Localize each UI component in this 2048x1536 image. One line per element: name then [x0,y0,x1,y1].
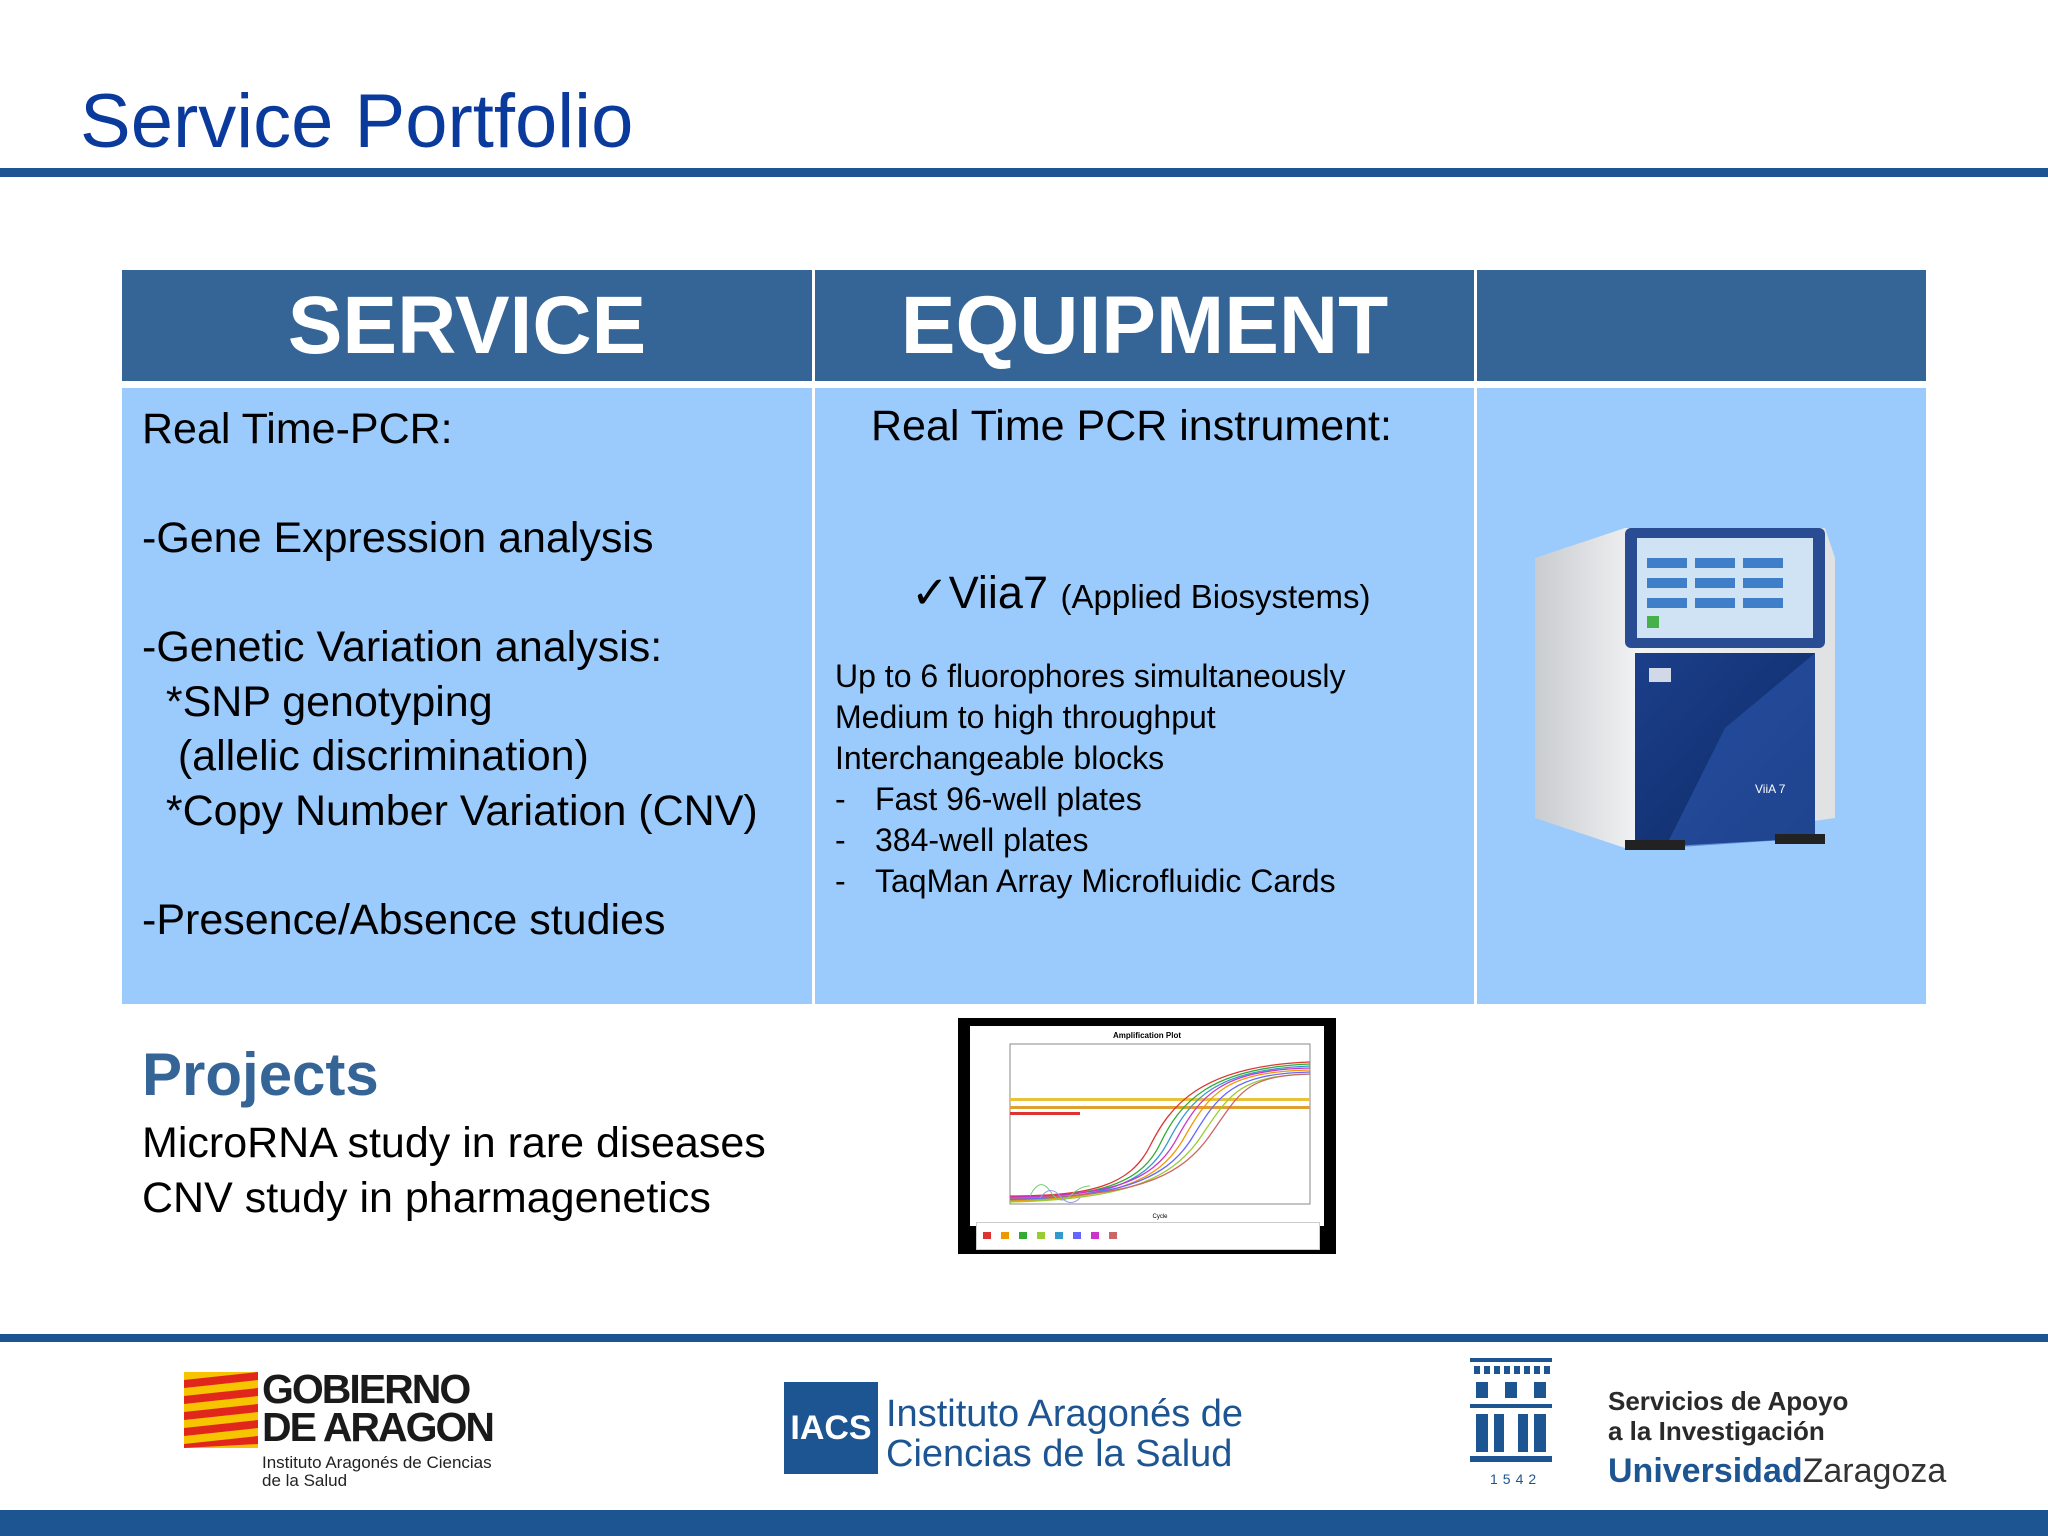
feature-item: Medium to high throughput [835,699,1216,735]
plot-svg [970,1026,1324,1226]
iacs-box: IACS [784,1382,878,1474]
block-label: TaqMan Array Microfluidic Cards [875,863,1336,899]
dash-bullet: - [835,781,846,817]
uz-line1: Servicios de Apoyo [1608,1386,1849,1416]
amplification-plot-image [958,1018,1336,1254]
footer-divider [0,1334,2048,1342]
gobierno-subtitle: Instituto Aragonés de Ciencias de la Salud [262,1453,492,1490]
iacs-line1: Instituto Aragonés de [886,1393,1244,1435]
uz-line2: a la Investigación [1608,1416,1825,1446]
universidad-zaragoza-logo [1466,1354,1946,1494]
feature-item: Up to 6 fluorophores simultaneously [835,658,1346,694]
block-label: 384-well plates [875,822,1089,858]
uz-zaragoza: Zaragoza [1802,1452,1947,1490]
project-item: MicroRNA study in rare diseases [142,1119,766,1167]
service-cell [122,388,812,1004]
block-item [835,861,1346,902]
iacs-name [886,1394,1243,1474]
slide-title: Service Portfolio [80,79,634,164]
gobierno-aragon-logo [184,1368,524,1496]
gobierno-line2: DE ARAGON [262,1404,494,1450]
equipment-title: Real Time PCR instrument: [871,402,1392,450]
uz-year: 1542 [1490,1471,1542,1487]
instrument-image-cell [1477,388,1926,1004]
uz-universidad: Universidad [1608,1452,1803,1490]
feature-list [835,656,1346,902]
projects-list [142,1116,766,1226]
aragon-flag-icon [184,1372,258,1448]
plot-area [970,1026,1324,1226]
manufacturer: (Applied Biosystems) [1060,578,1371,615]
instrument-label: ViiA 7 [1755,782,1786,796]
instrument-name: Viia7 [948,567,1048,618]
iacs-line2: Ciencias de la Salud [886,1433,1233,1475]
uz-services [1608,1386,1848,1446]
header-equipment: EQUIPMENT [815,270,1474,381]
feature-item: Interchangeable blocks [835,740,1165,776]
uz-name [1608,1452,1946,1491]
gobierno-line1: GOBIERNO [262,1366,470,1412]
project-item: CNV study in pharmagenetics [142,1174,711,1222]
block-item [835,820,1346,861]
block-item [835,779,1346,820]
iacs-logo [784,1380,1264,1480]
block-label: Fast 96-well plates [875,781,1142,817]
gobierno-name [262,1366,494,1450]
header-image [1477,270,1926,381]
header-service: SERVICE [122,270,812,381]
footer-bar [0,1510,2048,1536]
service-list: Real Time-PCR: -Gene Expression analysis -Genetic Variation analysis: *SNP genotyping (allelic discrimination) *Copy Number Variation (CNV) -Presence/Absence studies [142,405,758,944]
check-mark-icon: ✓ [911,567,949,618]
title-divider [0,168,2048,177]
instrument-line [911,566,1370,619]
university-building-icon [1466,1354,1556,1490]
equipment-cell [815,388,1474,1004]
legend-swatches [977,1223,1319,1249]
dash-bullet: - [835,822,846,858]
dash-bullet: - [835,863,846,899]
viia7-instrument-image [1525,518,1845,858]
plot-title: Amplification Plot [1113,1031,1181,1040]
plot-xlabel: Cycle [1152,1214,1168,1220]
plot-legend [976,1222,1320,1250]
projects-heading: Projects [142,1041,379,1108]
